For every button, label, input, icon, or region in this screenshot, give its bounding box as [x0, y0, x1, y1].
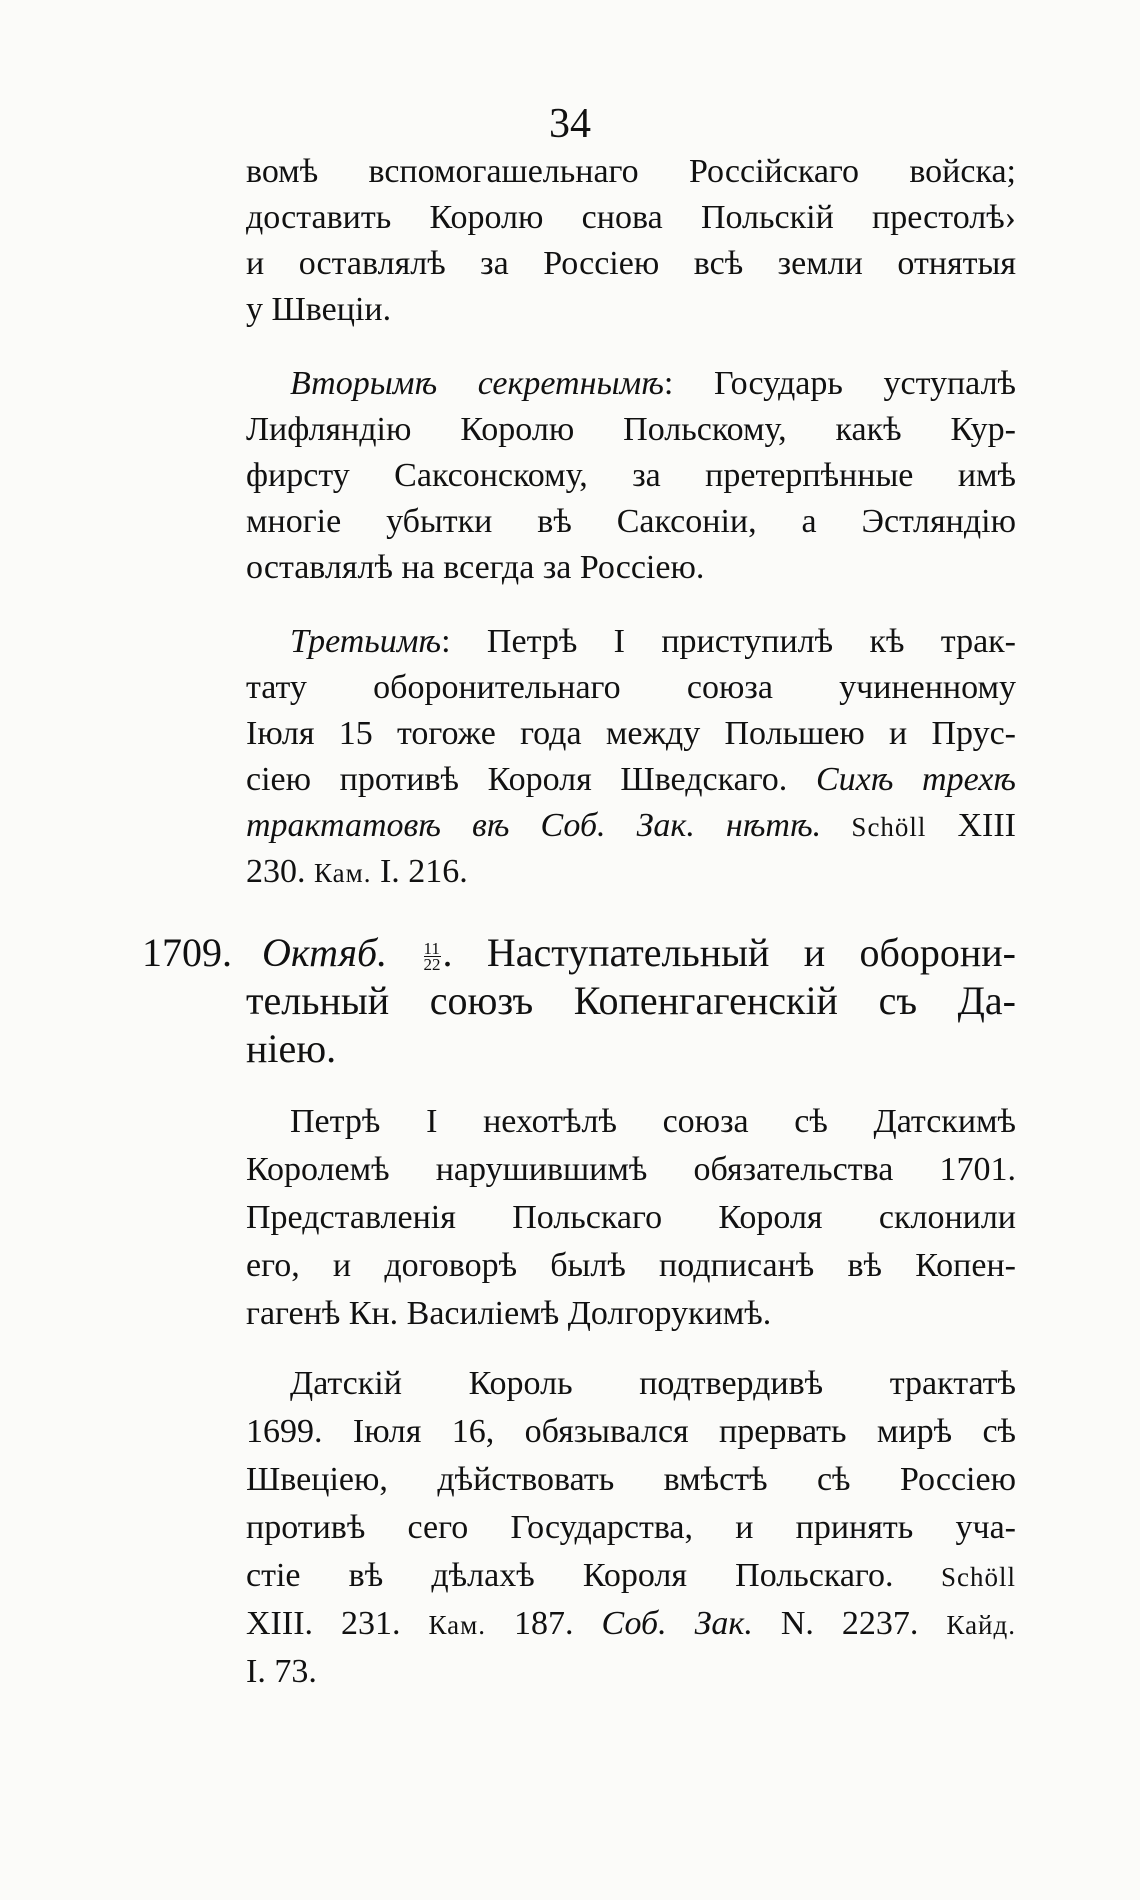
text-span: 230.	[246, 853, 314, 890]
text-span: : Петрѣ I приступилѣ кѣ трак-	[441, 623, 1016, 660]
italic-date: Октяб.	[262, 930, 388, 975]
italic-text: Соб. Зак.	[601, 1605, 753, 1642]
text-line: противѣ сего Государства, и принять уча-	[246, 1509, 1016, 1546]
text-line: Представленія Польскаго Короля склонили	[246, 1199, 1016, 1236]
text-line	[246, 1554, 1016, 1599]
text-span: N. 2237.	[752, 1605, 947, 1642]
text-line: тату оборонительнаго союза учиненному	[246, 669, 1016, 706]
text-line	[246, 850, 1016, 895]
page-number: 34	[549, 101, 591, 147]
text-line: Швеціею, дѣйствовать вмѣстѣ сѣ Россіею	[246, 1461, 1016, 1498]
text-span: I. 216.	[371, 853, 468, 890]
section-heading-line: ніею.	[246, 1026, 337, 1071]
section-heading-line	[262, 930, 1016, 976]
text-span: сіею противѣ Короля Шведскаго.	[246, 761, 816, 798]
text-line: I. 73.	[246, 1653, 317, 1690]
text-line	[246, 804, 1016, 849]
text-line: его, и договорѣ былѣ подписанѣ вѣ Копен-	[246, 1247, 1016, 1284]
text-line: Королемѣ нарушившимѣ обязательства 1701.	[246, 1151, 1016, 1188]
text-line	[246, 1602, 1016, 1647]
text-line: у Швеціи.	[246, 291, 392, 328]
italic-text: трактатовѣ вѣ Соб. Зак. нѣтѣ.	[246, 807, 822, 844]
fraction-denominator: 22	[423, 955, 441, 975]
text-line: Іюля 15 тогоже года между Польшею и Прус-	[246, 715, 1016, 752]
text-line: многіе убытки вѣ Саксоніи, а Эстляндію	[246, 503, 1016, 540]
text-line: Датскій Король подтвердивѣ трактатѣ	[290, 1365, 1016, 1402]
small-caps-ref: Кам.	[314, 858, 372, 888]
italic-term: Вторымѣ секретнымѣ	[290, 365, 664, 402]
text-line	[246, 758, 1016, 802]
small-caps-ref: Schöll	[821, 812, 927, 842]
text-line: и оставлялѣ за Россіею всѣ земли отнятыя	[246, 245, 1016, 282]
text-line: фирсту Саксонскому, за претерпѣнные имѣ	[246, 457, 1016, 494]
text-line: 1699. Іюля 16, обязывался прервать мирѣ сѣ	[246, 1413, 1016, 1450]
fraction-numerator: 11	[423, 939, 440, 959]
text-span: стіе вѣ дѣлахѣ Короля Польскаго.	[246, 1557, 894, 1594]
text-line: доставить Королю снова Польскій престолѣ›	[246, 199, 1016, 236]
text-line: вомѣ вспомогашельнаго Россійскаго войска;	[246, 153, 1016, 190]
margin-year: 1709.	[142, 930, 232, 975]
text-span: XIII. 231.	[246, 1605, 429, 1642]
italic-text: Сихѣ трехѣ	[815, 761, 1016, 798]
small-caps-ref: Кам.	[428, 1610, 487, 1640]
text-line: Лифляндію Королю Польскому, какѣ Кур-	[246, 411, 1016, 448]
text-line: Петрѣ I нехотѣлѣ союза сѣ Датскимѣ	[290, 1103, 1016, 1140]
text-line	[290, 620, 1016, 664]
text-span: 187.	[486, 1605, 602, 1642]
date-fraction	[423, 939, 441, 975]
text-span: . Наступательный и оборони-	[442, 930, 1016, 975]
section-heading-line: тельный союзъ Копенгагенскій съ Да-	[246, 978, 1016, 1023]
small-caps-ref: Кайд.	[946, 1610, 1016, 1640]
text-line	[290, 362, 1016, 406]
text-span: : Государь уступалѣ	[663, 365, 1016, 402]
text-line: гагенѣ Кн. Василіемѣ Долгорукимѣ.	[246, 1295, 772, 1332]
text-span: XIII	[926, 807, 1016, 844]
italic-term: Третьимѣ	[290, 623, 442, 660]
small-caps-ref: Schöll	[893, 1562, 1016, 1592]
text-line: оставлялѣ на всегда за Россіею.	[246, 549, 705, 586]
